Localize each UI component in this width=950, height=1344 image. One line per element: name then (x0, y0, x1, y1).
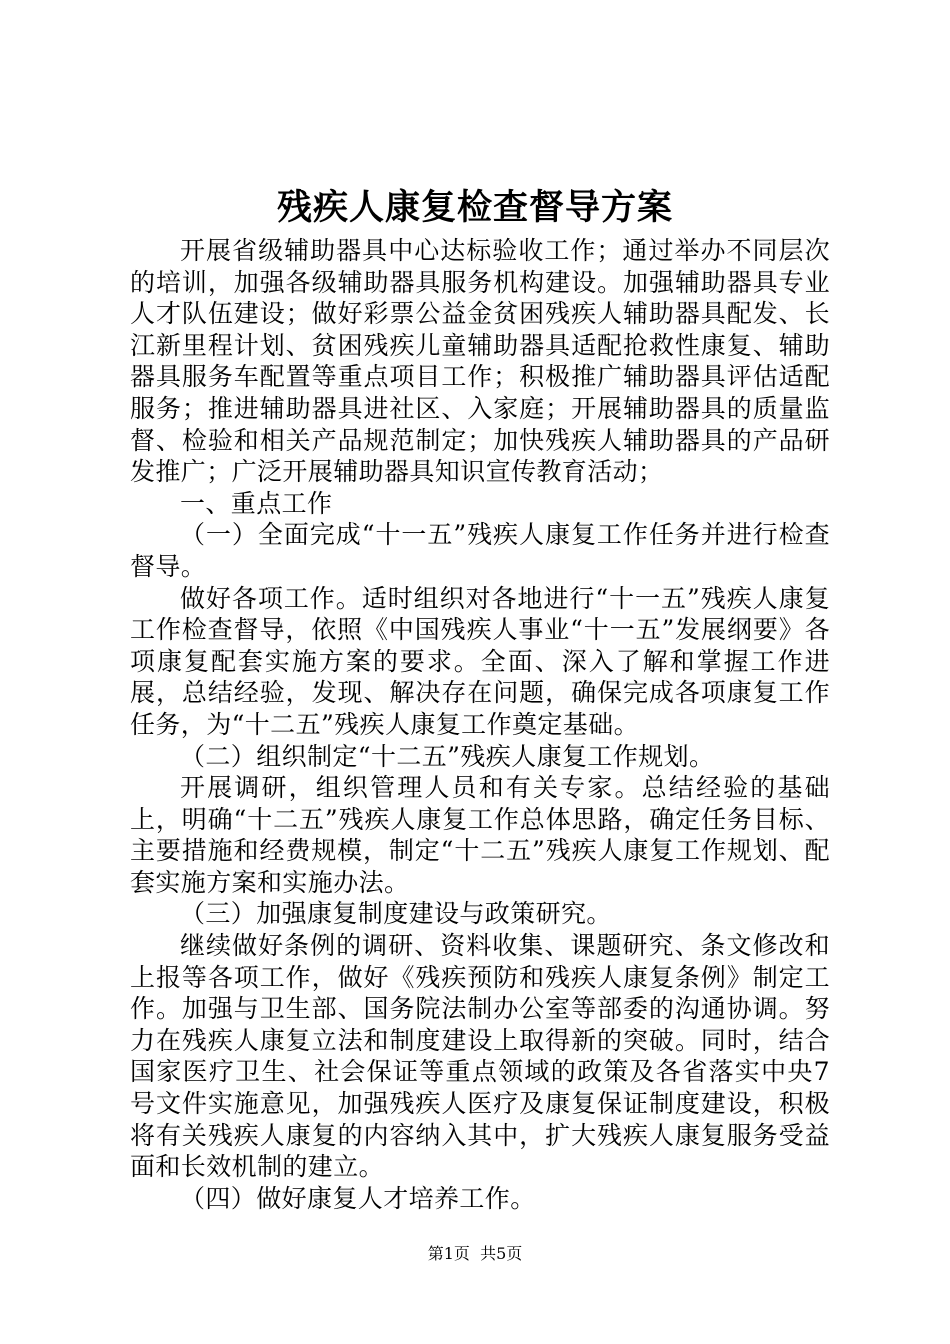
subheading-2: （二）组织制定“十二五”残疾人康复工作规划。 (180, 741, 715, 771)
document-title: 残疾人康复检查督导方案 (276, 187, 673, 228)
subheading-3: （三）加强康复制度建设与政策研究。 (180, 899, 612, 929)
paragraph-inspection: 做好各项工作。适时组织对各地进行“十一五”残疾人康复工作检查督导，依照《中国残疾人事业“十一五”发展纲要》各项康复配套实施方案的要求。全面、深入了解和掌握工作进展，总结经验，发现、解决存在问题，确保完成各项康复工作任务，为“十二五”残疾人康复工作奠定基础。 (130, 583, 830, 739)
page-footer (0, 1244, 950, 1264)
paragraph-planning: 开展调研，组织管理人员和有关专家。总结经验的基础上，明确“十二五”残疾人康复工作总体思路，确定任务目标、主要措施和经费规模，制定“十二五”残疾人康复工作规划、配套实施方案和实施办法。 (130, 773, 830, 897)
paragraph-assistive-devices: 开展省级辅助器具中心达标验收工作；通过举办不同层次的培训，加强各级辅助器具服务机构建设。加强辅助器具专业人才队伍建设；做好彩票公益金贫困残疾人辅助器具配发、长江新里程计划、贫困残疾儿童辅助器具适配抢救性康复、辅助器具服务车配置等重点项目工作；积极推广辅助器具评估适配服务；推进辅助器具进社区、入家庭；开展辅助器具的质量监督、检验和相关产品规范制定；加快残疾人辅助器具的产品研发推广；广泛开展辅助器具知识宣传教育活动； (130, 236, 830, 487)
subheading-1: （一）全面完成“十一五”残疾人康复工作任务并进行检查督导。 (130, 520, 830, 581)
document-body (130, 235, 830, 1214)
heading-key-work: 一、重点工作 (180, 488, 333, 518)
paragraph-policy: 继续做好条例的调研、资料收集、课题研究、条文修改和上报等各项工作，做好《残疾预防和残疾人康复条例》制定工作。加强与卫生部、国务院法制办公室等部委的沟通协调。努力在残疾人康复立法和制度建设上取得新的突破。同时，结合国家医疗卫生、社会保证等重点领域的政策及各省落实中央7号文件实施意见，加强残疾人医疗及康复保证制度建设，积极将有关残疾人康复的内容纳入其中，扩大残疾人康复服务受益面和长效机制的建立。 (130, 931, 830, 1182)
page-number: 第1页 共5页 (427, 1244, 523, 1263)
subheading-4: （四）做好康复人才培养工作。 (180, 1183, 536, 1213)
